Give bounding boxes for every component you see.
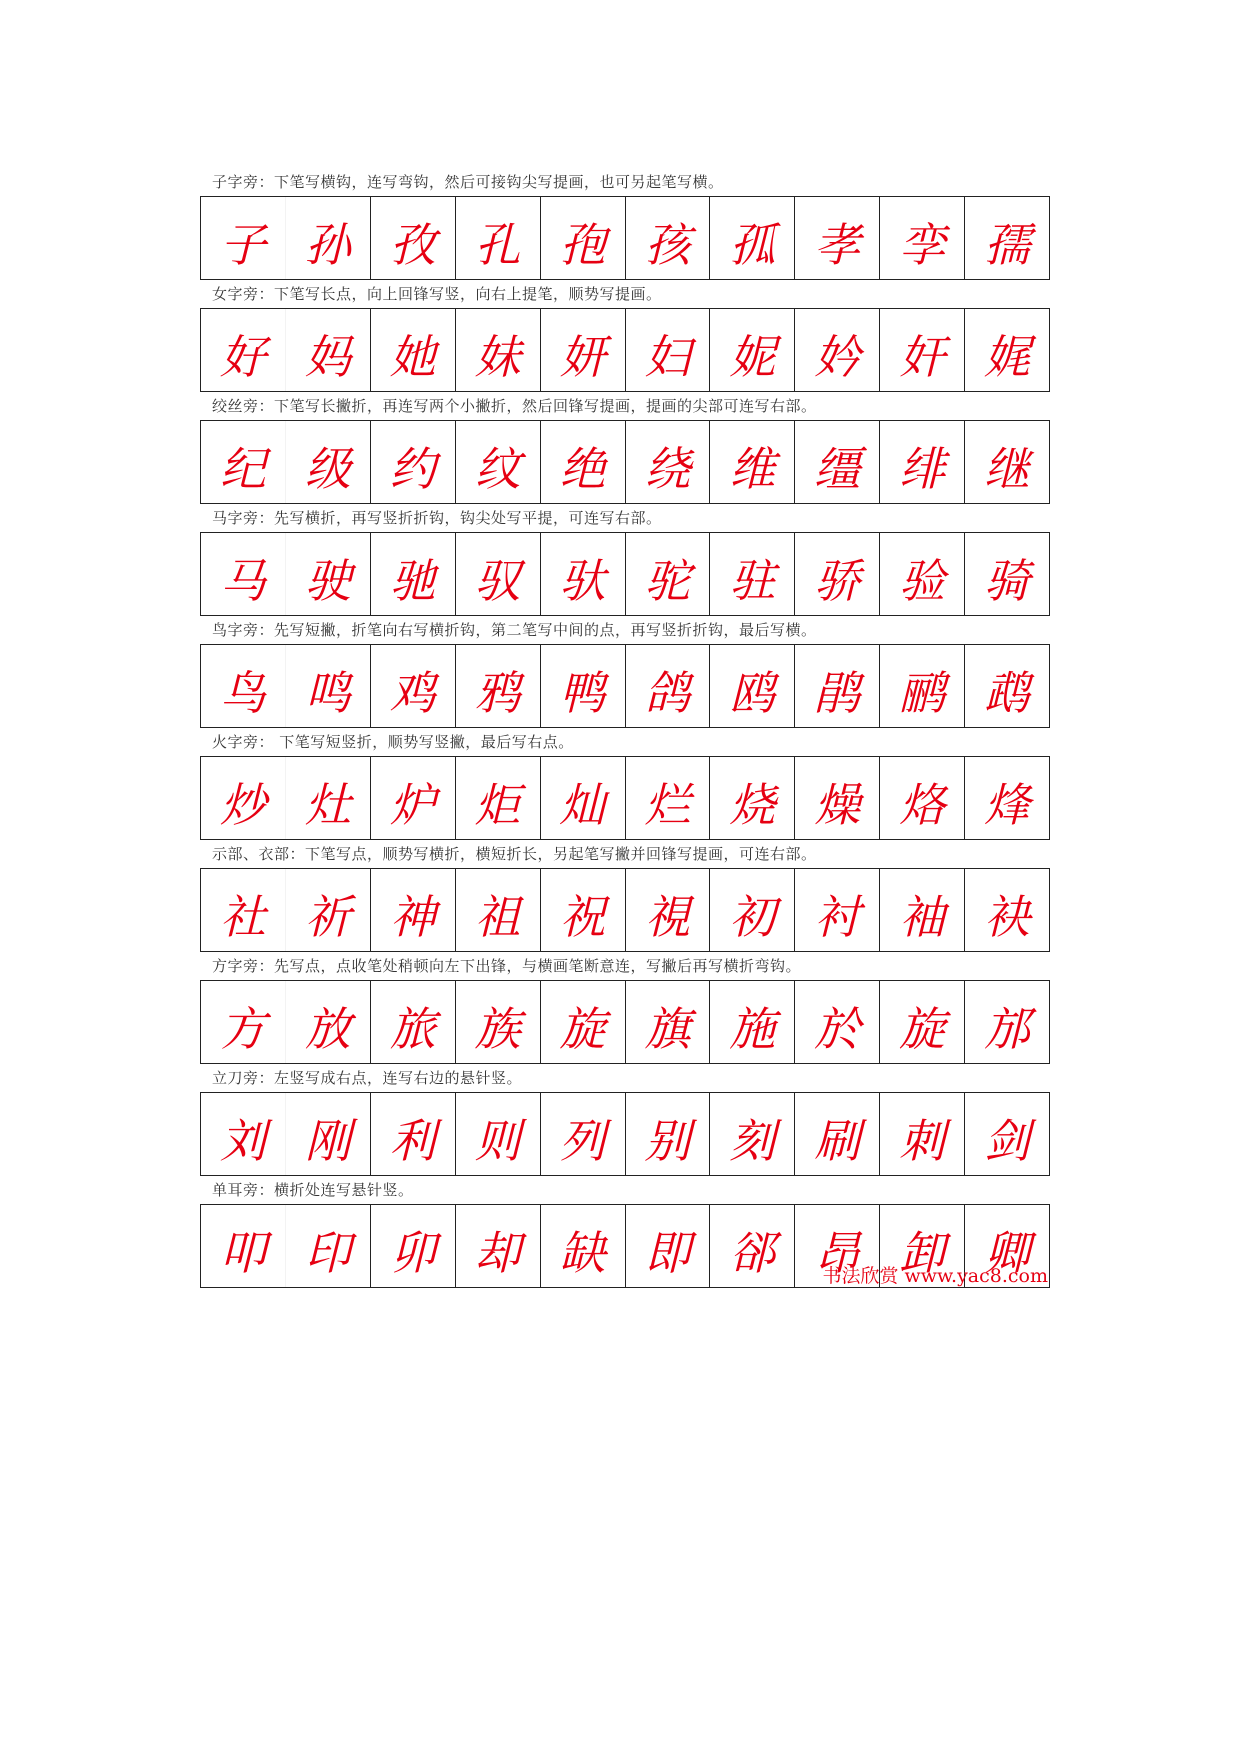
section-caption: 方字旁：先写点，点收笔处稍顿向左下出锋，与横画笔断意连，写撇后再写横折弯钩。 — [212, 957, 802, 975]
character-cell: 则 — [456, 1093, 541, 1175]
radical-section — [200, 1064, 1050, 1176]
character-grid — [200, 532, 1050, 616]
character-grid — [200, 756, 1050, 840]
character-cell: 初 — [710, 869, 795, 951]
character-grid — [200, 420, 1050, 504]
radical-section — [200, 728, 1050, 840]
character-cell: 灶 — [286, 757, 371, 839]
character-cell: 方 — [201, 981, 286, 1063]
character-cell: 利 — [371, 1093, 456, 1175]
character-cell: 昂 — [795, 1205, 880, 1287]
character-cell: 妮 — [710, 309, 795, 391]
radical-section — [200, 280, 1050, 392]
section-caption: 单耳旁：横折处连写悬针竖。 — [212, 1181, 414, 1199]
character-cell: 鹉 — [965, 645, 1050, 727]
character-cell: 刘 — [201, 1093, 286, 1175]
character-cell: 旋 — [880, 981, 965, 1063]
character-cell: 鸽 — [626, 645, 711, 727]
character-cell: 炒 — [201, 757, 286, 839]
character-cell: 袂 — [965, 869, 1050, 951]
character-cell: 娓 — [965, 309, 1050, 391]
character-cell: 孝 — [795, 197, 880, 279]
character-cell: 刷 — [795, 1093, 880, 1175]
character-cell: 祖 — [456, 869, 541, 951]
character-cell: 孢 — [541, 197, 626, 279]
character-cell: 马 — [201, 533, 286, 615]
character-cell: 旅 — [371, 981, 456, 1063]
character-grid — [200, 308, 1050, 392]
character-cell: 鸟 — [201, 645, 286, 727]
character-cell: 烙 — [880, 757, 965, 839]
character-cell: 骄 — [795, 533, 880, 615]
character-cell: 她 — [371, 309, 456, 391]
section-caption: 绞丝旁：下笔写长撇折，再连写两个小撇折，然后回锋写提画，提画的尖部可连写右部。 — [212, 397, 817, 415]
character-cell: 烧 — [710, 757, 795, 839]
watermark-text: 书法欣赏 www.yac8.com — [822, 1265, 1048, 1287]
character-cell: 烂 — [626, 757, 711, 839]
character-cell: 孜 — [371, 197, 456, 279]
character-cell: 祝 — [541, 869, 626, 951]
character-grid — [200, 1092, 1050, 1176]
character-cell: 叩 — [201, 1205, 286, 1287]
character-cell: 燥 — [795, 757, 880, 839]
character-cell: 纹 — [456, 421, 541, 503]
character-grid — [200, 644, 1050, 728]
character-cell: 旋 — [541, 981, 626, 1063]
character-cell: 缺 — [541, 1205, 626, 1287]
radical-section — [200, 616, 1050, 728]
character-cell: 卿 — [965, 1205, 1050, 1287]
character-cell: 好 — [201, 309, 286, 391]
character-cell: 纪 — [201, 421, 286, 503]
character-cell: 验 — [880, 533, 965, 615]
radical-section — [200, 504, 1050, 616]
character-cell: 刺 — [880, 1093, 965, 1175]
character-cell: 族 — [456, 981, 541, 1063]
character-cell: 约 — [371, 421, 456, 503]
character-cell: 骑 — [965, 533, 1050, 615]
character-cell: 驮 — [541, 533, 626, 615]
character-cell: 祈 — [286, 869, 371, 951]
character-cell: 鹃 — [795, 645, 880, 727]
character-cell: 驰 — [371, 533, 456, 615]
character-cell: 鸣 — [286, 645, 371, 727]
character-cell: 郤 — [710, 1205, 795, 1287]
character-cell: 列 — [541, 1093, 626, 1175]
character-cell: 卯 — [371, 1205, 456, 1287]
section-caption: 子字旁：下笔写横钩，连写弯钩，然后可接钩尖写提画，也可另起笔写横。 — [212, 173, 724, 191]
character-cell: 剑 — [965, 1093, 1050, 1175]
character-cell: 袖 — [880, 869, 965, 951]
character-cell: 继 — [965, 421, 1050, 503]
character-grid — [200, 196, 1050, 280]
character-grid — [200, 980, 1050, 1064]
character-cell: 妇 — [626, 309, 711, 391]
character-cell: 邡 — [965, 981, 1050, 1063]
character-cell: 神 — [371, 869, 456, 951]
character-grid — [200, 868, 1050, 952]
character-cell: 驼 — [626, 533, 711, 615]
character-cell: 孤 — [710, 197, 795, 279]
character-cell: 奸 — [880, 309, 965, 391]
radical-section — [200, 1176, 1050, 1288]
section-caption: 女字旁：下笔写长点，向上回锋写竖，向右上提笔，顺势写提画。 — [212, 285, 662, 303]
character-cell: 驻 — [710, 533, 795, 615]
character-cell: 鸦 — [456, 645, 541, 727]
character-cell: 鸥 — [710, 645, 795, 727]
calligraphy-worksheet — [200, 168, 1050, 1288]
character-cell: 刚 — [286, 1093, 371, 1175]
section-caption: 鸟字旁：先写短撇，折笔向右写横折钩，第二笔写中间的点，再写竖折折钩，最后写横。 — [212, 621, 817, 639]
character-cell: 卸 — [880, 1205, 965, 1287]
character-cell: 却 — [456, 1205, 541, 1287]
section-caption: 立刀旁：左竖写成右点，连写右边的悬针竖。 — [212, 1069, 523, 1087]
character-cell: 烽 — [965, 757, 1050, 839]
character-cell: 炉 — [371, 757, 456, 839]
character-cell: 妍 — [541, 309, 626, 391]
character-cell: 绯 — [880, 421, 965, 503]
character-cell: 炬 — [456, 757, 541, 839]
character-cell: 於 — [795, 981, 880, 1063]
character-cell: 孔 — [456, 197, 541, 279]
character-cell: 级 — [286, 421, 371, 503]
character-cell: 放 — [286, 981, 371, 1063]
section-caption: 示部、衣部：下笔写点，顺势写横折，横短折长，另起笔写撇并回锋写提画，可连右部。 — [212, 845, 817, 863]
character-cell: 施 — [710, 981, 795, 1063]
character-cell: 孪 — [880, 197, 965, 279]
character-cell: 子 — [201, 197, 286, 279]
character-cell: 旗 — [626, 981, 711, 1063]
character-cell: 维 — [710, 421, 795, 503]
character-cell: 孺 — [965, 197, 1050, 279]
section-caption: 马字旁：先写横折，再写竖折折钩，钩尖处写平提，可连写右部。 — [212, 509, 662, 527]
character-cell: 驭 — [456, 533, 541, 615]
radical-section — [200, 392, 1050, 504]
character-cell: 别 — [626, 1093, 711, 1175]
radical-section — [200, 840, 1050, 952]
character-cell: 社 — [201, 869, 286, 951]
radical-section — [200, 168, 1050, 280]
character-cell: 孙 — [286, 197, 371, 279]
character-cell: 妹 — [456, 309, 541, 391]
character-cell: 绕 — [626, 421, 711, 503]
character-cell: 鹂 — [880, 645, 965, 727]
character-cell: 刻 — [710, 1093, 795, 1175]
character-cell: 印 — [286, 1205, 371, 1287]
section-caption: 火字旁： 下笔写短竖折，顺势写竖撇，最后写右点。 — [212, 733, 574, 751]
character-cell: 即 — [626, 1205, 711, 1287]
character-cell: 绝 — [541, 421, 626, 503]
character-cell: 妈 — [286, 309, 371, 391]
character-cell: 視 — [626, 869, 711, 951]
radical-section — [200, 952, 1050, 1064]
character-cell: 妗 — [795, 309, 880, 391]
character-cell: 鸡 — [371, 645, 456, 727]
character-cell: 缰 — [795, 421, 880, 503]
character-cell: 鸭 — [541, 645, 626, 727]
character-cell: 孩 — [626, 197, 711, 279]
character-cell: 驶 — [286, 533, 371, 615]
character-cell: 衬 — [795, 869, 880, 951]
character-cell: 灿 — [541, 757, 626, 839]
